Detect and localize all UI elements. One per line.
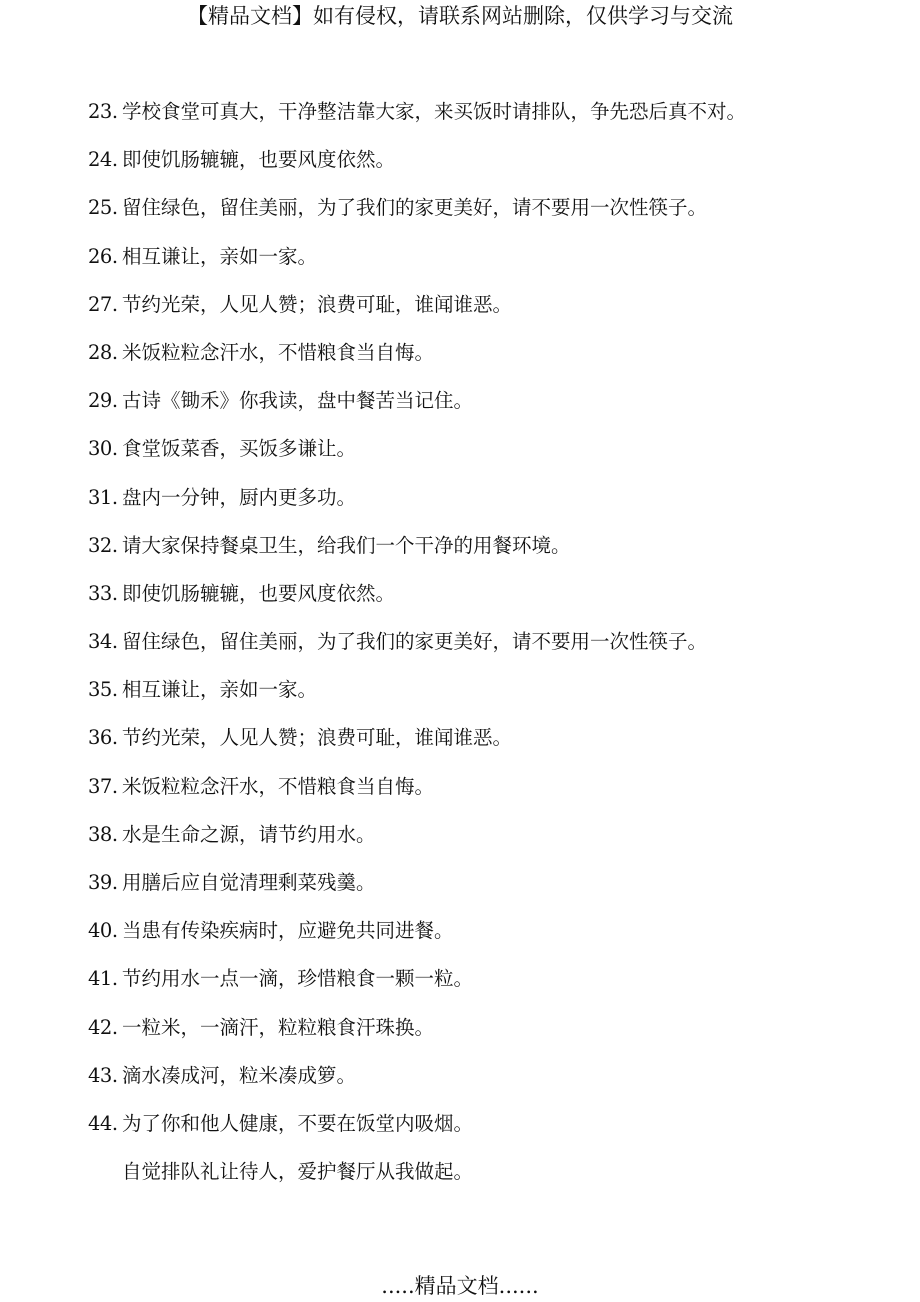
item-text: 相互谦让，亲如一家。 — [122, 244, 318, 268]
item-number: 24. — [88, 148, 118, 172]
list-item — [88, 482, 888, 530]
list-item — [88, 1060, 888, 1108]
list-item — [88, 1108, 888, 1156]
list-item — [88, 337, 888, 385]
list-item — [88, 867, 888, 915]
list-item — [88, 192, 888, 240]
item-number: 34. — [88, 630, 118, 654]
item-number: 41. — [88, 967, 118, 991]
list-item — [88, 963, 888, 1011]
list-item — [88, 819, 888, 867]
item-number: 26. — [88, 244, 118, 268]
list-item — [88, 96, 888, 144]
list-item — [88, 626, 888, 674]
list-item — [88, 578, 888, 626]
item-text: 即使饥肠辘辘，也要风度依然。 — [122, 148, 396, 172]
item-number: 30. — [88, 437, 118, 461]
item-number: 39. — [88, 871, 118, 894]
item-number: 23. — [88, 100, 118, 123]
list-item — [88, 241, 888, 289]
item-text: 为了你和他人健康，不要在饭堂内吸烟。 — [122, 1111, 474, 1135]
item-number: 42. — [88, 1015, 118, 1039]
item-number: 25. — [88, 196, 118, 220]
list-item — [88, 385, 888, 433]
item-number: 28. — [88, 340, 118, 364]
item-text: 用膳后应自觉清理剩菜残羹。 — [122, 871, 376, 894]
item-text: 请大家保持餐桌卫生，给我们一个干净的用餐环境。 — [122, 533, 571, 557]
item-text: 学校食堂可真大，干净整洁靠大家，来买饭时请排队，争先恐后真不对。 — [122, 100, 747, 123]
item-number: 27. — [88, 292, 118, 316]
item-number: 35. — [88, 678, 118, 702]
list-item — [88, 722, 888, 770]
list-item — [88, 771, 888, 819]
list-item — [88, 144, 888, 192]
item-number: 29. — [88, 389, 118, 413]
item-text: 留住绿色，留住美丽，为了我们的家更美好，请不要用一次性筷子。 — [122, 196, 708, 220]
item-number: 40. — [88, 919, 118, 943]
page-header-notice: 【精品文档】如有侵权，请联系网站删除，仅供学习与交流 — [187, 4, 733, 28]
item-text: 古诗《锄禾》你我读，盘中餐苦当记住。 — [122, 389, 474, 413]
item-text: 节约光荣，人见人赞；浪费可耻，谁闻谁恶。 — [122, 292, 513, 316]
item-text: 米饭粒粒念汗水，不惜粮食当自悔。 — [122, 340, 435, 364]
item-text: 留住绿色，留住美丽，为了我们的家更美好，请不要用一次性筷子。 — [122, 630, 708, 654]
item-text: 即使饥肠辘辘，也要风度依然。 — [122, 581, 396, 605]
list-item — [88, 289, 888, 337]
list-item — [88, 1156, 888, 1204]
list-item — [88, 433, 888, 481]
item-number: 38. — [88, 822, 118, 846]
page-footer: .....精品文档...... — [381, 1274, 539, 1298]
slogan-list — [88, 96, 888, 1204]
list-item — [88, 530, 888, 578]
item-number: 44. — [88, 1111, 118, 1135]
item-text: 滴水凑成河，粒米凑成箩。 — [122, 1063, 357, 1087]
item-text: 米饭粒粒念汗水，不惜粮食当自悔。 — [122, 774, 435, 798]
item-text: 当患有传染疾病时，应避免共同进餐。 — [122, 919, 454, 943]
item-text: 盘内一分钟，厨内更多功。 — [122, 485, 357, 509]
item-number: 36. — [88, 726, 118, 750]
item-text: 节约光荣，人见人赞；浪费可耻，谁闻谁恶。 — [122, 726, 513, 750]
list-item — [88, 1012, 888, 1060]
item-number: 37. — [88, 774, 118, 798]
item-number: 32. — [88, 533, 118, 557]
item-number: 31. — [88, 485, 118, 509]
list-item — [88, 674, 888, 722]
list-item — [88, 915, 888, 963]
item-number: 33. — [88, 581, 118, 605]
item-text: 一粒米，一滴汗，粒粒粮食汗珠换。 — [122, 1015, 435, 1039]
item-number: 43. — [88, 1063, 118, 1087]
item-text: 自觉排队礼让待人，爱护餐厅从我做起。 — [122, 1160, 474, 1184]
item-text: 节约用水一点一滴，珍惜粮食一颗一粒。 — [122, 967, 474, 991]
item-text: 食堂饭菜香，买饭多谦让。 — [122, 437, 357, 461]
item-text: 相互谦让，亲如一家。 — [122, 678, 318, 702]
item-text: 水是生命之源，请节约用水。 — [122, 822, 376, 846]
